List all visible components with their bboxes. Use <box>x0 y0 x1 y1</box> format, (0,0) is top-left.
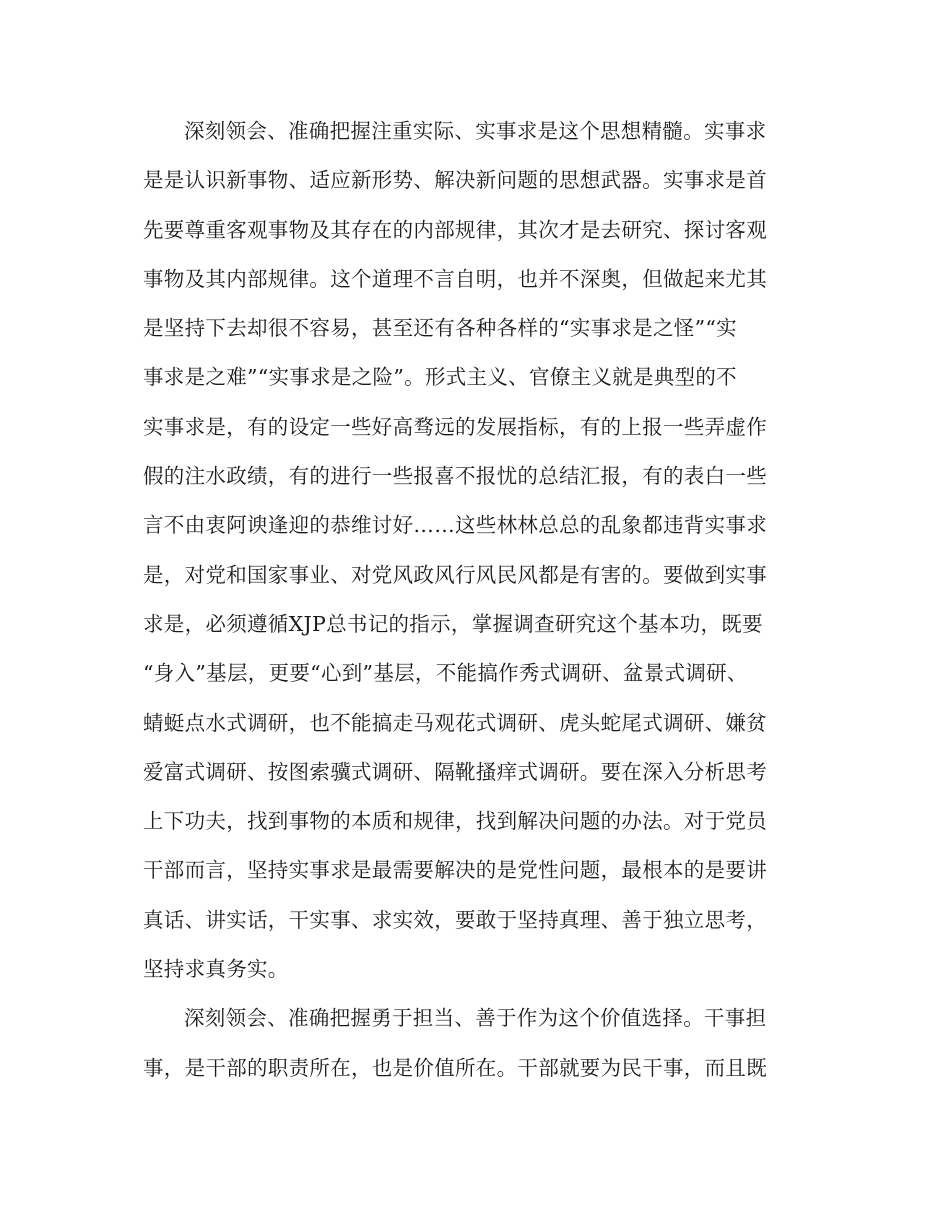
paragraph-1-line-5: 是坚持下去却很不容易，甚至还有各种各样的“实事求是之怪”“实 <box>143 316 737 341</box>
paragraph-1-line-12: “身入”基层，更要“心到”基层，不能搞作秀式调研、盆景式调研、 <box>143 661 748 686</box>
paragraph-2-line-2: 事，是干部的职责所在，也是价值所在。干部就要为民干事，而且既 <box>143 1055 767 1080</box>
paragraph-1-line-9: 言不由衷阿谀逢迎的恭维讨好……这些林林总总的乱象都违背实事求 <box>143 513 767 538</box>
paragraph-1-line-6: 事求是之难”“实事求是之险”。形式主义、官僚主义就是典型的不 <box>143 365 737 390</box>
paragraph-1-line-2: 是是认识新事物、适应新形势、解决新问题的思想武器。实事求是首 <box>143 168 767 193</box>
paragraph-1-line-15: 上下功夫，找到事物的本质和规律，找到解决问题的办法。对于党员 <box>143 809 767 834</box>
paragraph-1-line-7: 实事求是，有的设定一些好高骛远的发展指标，有的上报一些弄虚作 <box>143 414 767 439</box>
paragraph-1-line-18: 坚持求真务实。 <box>143 957 289 982</box>
paragraph-1-line-16: 干部而言，坚持实事求是最需要解决的是党性问题，最根本的是要讲 <box>143 858 767 883</box>
paragraph-1-line-14: 爱富式调研、按图索骥式调研、隔靴搔痒式调研。要在深入分析思考 <box>143 759 767 784</box>
paragraph-2-line-1: 深刻领会、准确把握勇于担当、善于作为这个价值选择。干事担 <box>184 1006 767 1031</box>
paragraph-1-line-10: 是，对党和国家事业、对党风政风行风民风都是有害的。要做到实事 <box>143 562 767 587</box>
paragraph-1-line-17: 真话、讲实话，干实事、求实效，要敢于坚持真理、善于独立思考， <box>143 907 767 932</box>
paragraph-1-line-3: 先要尊重客观事物及其存在的内部规律，其次才是去研究、探讨客观 <box>143 217 767 242</box>
paragraph-1-line-1: 深刻领会、准确把握注重实际、实事求是这个思想精髓。实事求 <box>184 119 767 143</box>
document-body <box>143 107 823 1093</box>
paragraph-1-line-4: 事物及其内部规律。这个道理不言自明，也并不深奥，但做起来尤其 <box>143 266 767 291</box>
paragraph-1-line-13: 蜻蜓点水式调研，也不能搞走马观花式调研、虎头蛇尾式调研、嫌贫 <box>143 710 767 735</box>
paragraph-1-line-11: 求是，必须遵循XJP总书记的指示，掌握调查研究这个基本功，既要 <box>143 611 763 636</box>
paragraph-1-line-8: 假的注水政绩，有的进行一些报喜不报忧的总结汇报，有的表白一些 <box>143 464 767 489</box>
